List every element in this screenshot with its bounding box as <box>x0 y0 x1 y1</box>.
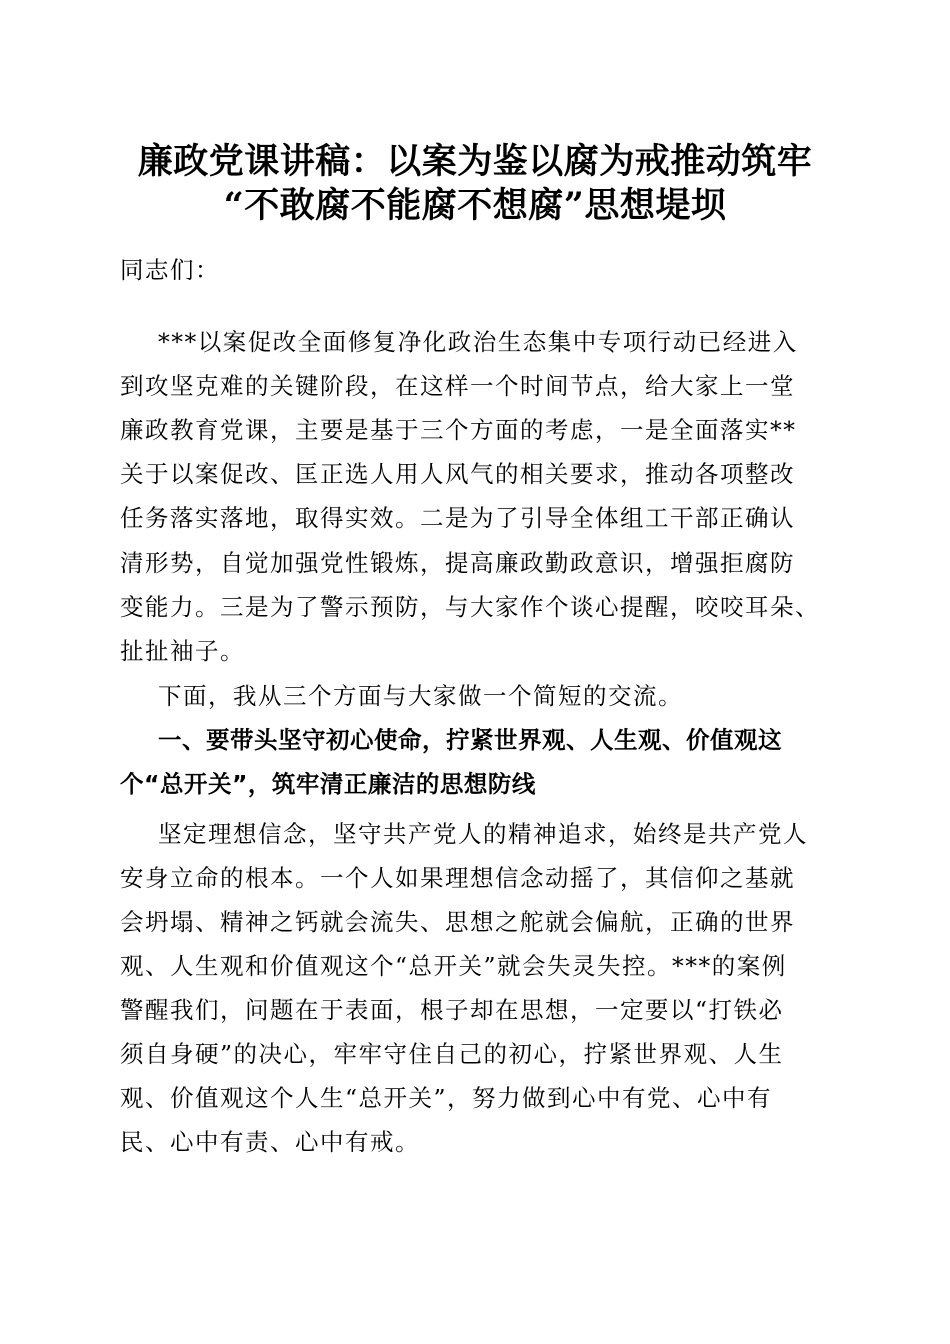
paragraph-1-line-4: 关于以案促改、匡正选人用人风气的相关要求，推动各项整改 <box>120 460 795 488</box>
document-title-line-1: 廉政党课讲稿：以案为鉴以腐为戒推动筑牢 <box>137 141 813 182</box>
section-heading-1-line-2: 个“总开关”，筑牢清正廉洁的思想防线 <box>120 770 536 798</box>
paragraph-3-line-3: 会坍塌、精神之钙就会流失、思想之舵就会偏航，正确的世界 <box>120 908 795 936</box>
paragraph-1-line-2: 到攻坚克难的关键阶段，在这样一个时间节点，给大家上一堂 <box>120 372 795 400</box>
paragraph-1-line-7: 变能力。三是为了警示预防，与大家作个谈心提醒，咬咬耳朵、 <box>120 593 820 621</box>
paragraph-3-line-5: 警醒我们，问题在于表面，根子却在思想，一定要以“打铁必 <box>120 996 784 1024</box>
paragraph-3-line-6: 须自身硬”的决心，牢牢守住自己的初心，拧紧世界观、人生 <box>120 1040 784 1068</box>
paragraph-1-line-5: 任务落实落地，取得实效。二是为了引导全体组工干部正确认 <box>120 504 795 532</box>
paragraph-1-line-8: 扯扯袖子。 <box>120 637 245 665</box>
paragraph-3-line-4: 观、人生观和价值观这个“总开关”就会失灵失控。***的案例 <box>120 952 787 980</box>
paragraph-3-line-8: 民、心中有责、心中有戒。 <box>120 1128 420 1156</box>
paragraph-3-line-2: 安身立命的根本。一个人如果理想信念动摇了，其信仰之基就 <box>120 864 795 892</box>
paragraph-3-line-7: 观、价值观这个人生“总开关”，努力做到心中有党、心中有 <box>120 1084 773 1112</box>
paragraph-2: 下面，我从三个方面与大家做一个简短的交流。 <box>158 682 683 710</box>
paragraph-1-line-1: ***以案促改全面修复净化政治生态集中专项行动已经进入 <box>158 328 798 356</box>
section-heading-1-line-1: 一、要带头坚守初心使命，拧紧世界观、人生观、价值观这 <box>158 726 782 754</box>
paragraph-3-line-1: 坚定理想信念，坚守共产党人的精神追求，始终是共产党人 <box>158 820 808 848</box>
salutation: 同志们： <box>120 256 220 284</box>
document-title-line-2: “不敢腐不能腐不想腐”思想堤坝 <box>223 185 727 226</box>
paragraph-1-line-6: 清形势，自觉加强党性锻炼，提高廉政勤政意识，增强拒腐防 <box>120 549 795 577</box>
paragraph-1-line-3: 廉政教育党课，主要是基于三个方面的考虑，一是全面落实** <box>120 416 797 444</box>
